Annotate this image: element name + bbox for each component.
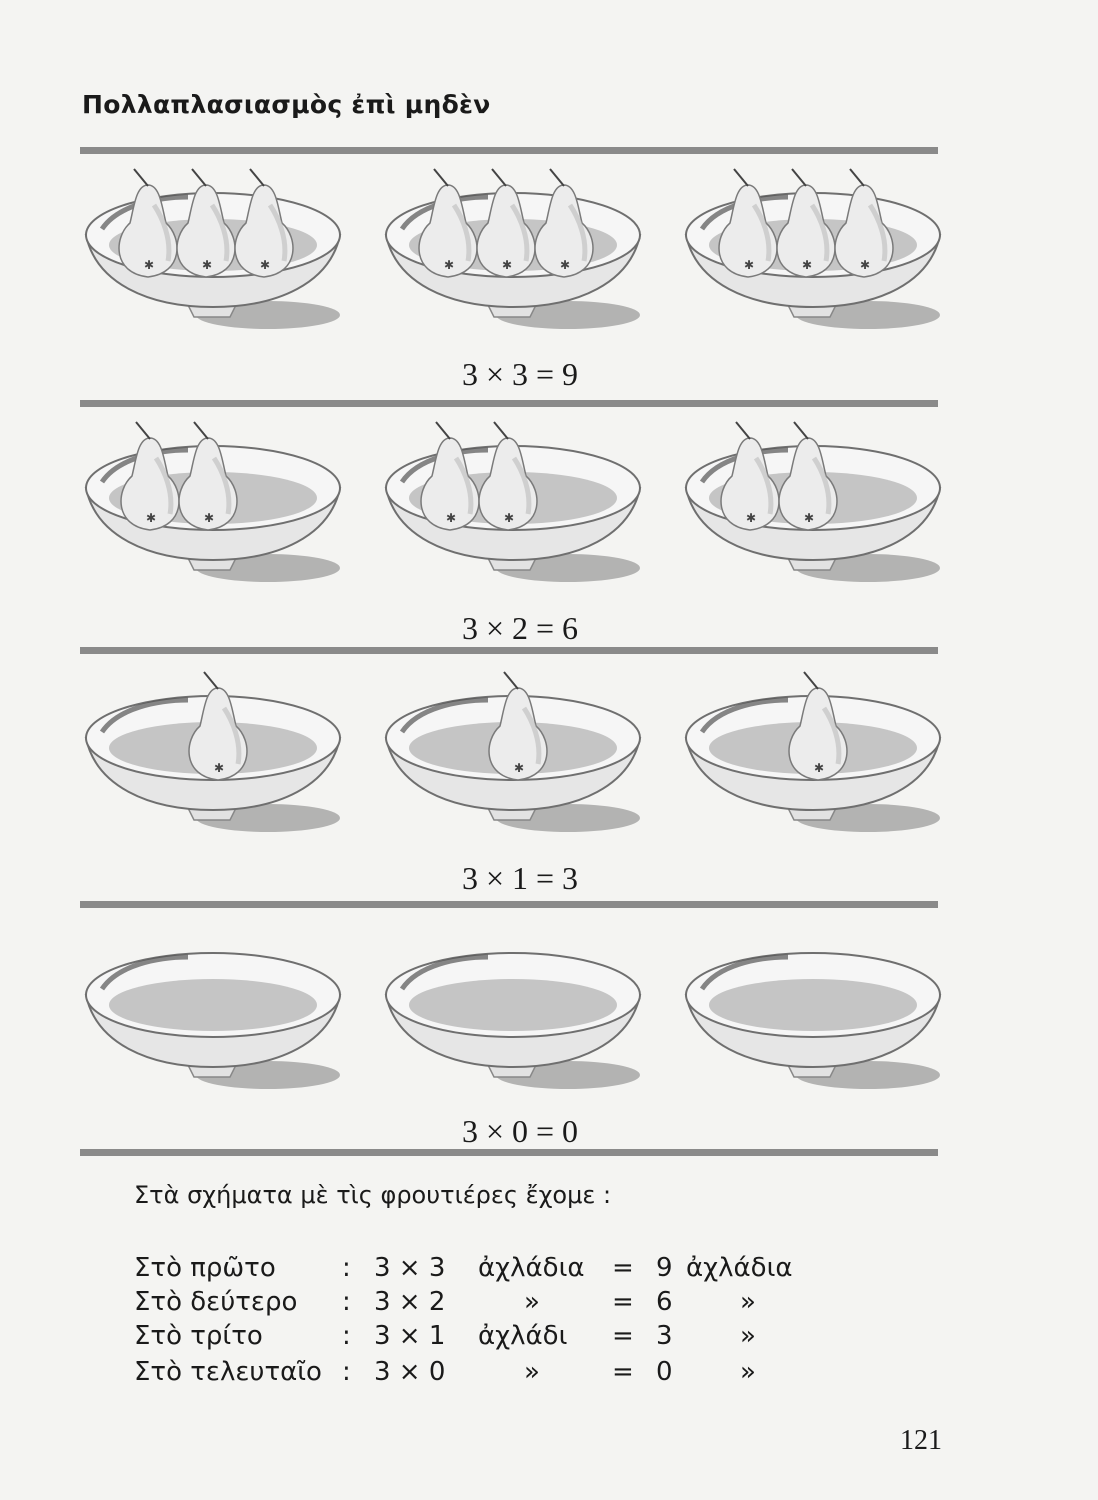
- summary-fruit: »: [524, 1357, 540, 1387]
- bowl-row: [78, 418, 948, 588]
- svg-text:✱: ✱: [804, 511, 815, 525]
- summary-result: 3: [656, 1321, 673, 1351]
- fruit-bowl-icon: [378, 165, 648, 335]
- svg-text:✱: ✱: [504, 511, 515, 525]
- svg-text:✱: ✱: [214, 761, 225, 775]
- bowl-interior: [109, 979, 317, 1031]
- svg-text:✱: ✱: [260, 258, 271, 272]
- svg-text:✱: ✱: [202, 258, 213, 272]
- summary-label: Στὸ τρίτο: [134, 1321, 263, 1351]
- pears-group: [119, 169, 293, 277]
- pears-group: [419, 169, 593, 277]
- bowl-interior: [409, 979, 617, 1031]
- svg-text:✱: ✱: [514, 761, 525, 775]
- svg-text:✱: ✱: [146, 511, 157, 525]
- fruit-bowl-icon: [78, 418, 348, 588]
- svg-text:✱: ✱: [744, 258, 755, 272]
- summary-fruit: »: [524, 1287, 540, 1317]
- section-divider: [80, 400, 938, 407]
- section-divider: [80, 647, 938, 654]
- fruit-bowl-icon: [678, 165, 948, 335]
- svg-text:✱: ✱: [746, 511, 757, 525]
- summary-colon: :: [342, 1287, 351, 1317]
- bowl-row: [78, 925, 948, 1095]
- summary-colon: :: [342, 1253, 351, 1283]
- summary-equals: =: [612, 1321, 634, 1351]
- svg-text:✱: ✱: [814, 761, 825, 775]
- fruit-bowl-icon: [78, 925, 348, 1095]
- fruit-bowl-icon: [678, 925, 948, 1095]
- fruit-bowl-icon: [78, 165, 348, 335]
- equation: 3 × 1 = 3: [461, 860, 579, 896]
- summary-result: 9: [656, 1253, 673, 1283]
- summary-equals: =: [612, 1287, 634, 1317]
- summary-colon: :: [342, 1321, 351, 1351]
- intro-text: Στὰ σχήματα μὲ τὶς φρουτιέρες ἔχομε :: [134, 1181, 612, 1209]
- fruit-bowl-icon: [378, 668, 648, 838]
- page-number: 121: [900, 1425, 942, 1456]
- summary-equals: =: [612, 1357, 634, 1387]
- fruit-bowl-icon: [78, 668, 348, 838]
- summary-expression: 3 × 0: [374, 1357, 446, 1387]
- fruit-bowl-icon: [678, 418, 948, 588]
- svg-text:✱: ✱: [860, 258, 871, 272]
- summary-result: 0: [656, 1357, 673, 1387]
- svg-text:✱: ✱: [144, 258, 155, 272]
- section-divider: [80, 147, 938, 154]
- summary-expression: 3 × 3: [374, 1253, 446, 1283]
- section-divider: [80, 901, 938, 908]
- svg-text:✱: ✱: [560, 258, 571, 272]
- bowl-row: [78, 668, 948, 838]
- svg-text:✱: ✱: [444, 258, 455, 272]
- summary-label: Στὸ πρῶτο: [134, 1253, 276, 1283]
- summary-colon: :: [342, 1357, 351, 1387]
- summary-result-fruit: ἀχλάδια: [686, 1253, 793, 1283]
- equation: 3 × 3 = 9: [461, 356, 579, 392]
- svg-text:✱: ✱: [802, 258, 813, 272]
- svg-text:✱: ✱: [204, 511, 215, 525]
- summary-expression: 3 × 2: [374, 1287, 446, 1317]
- pears-group: [719, 169, 893, 277]
- bowl-interior: [709, 979, 917, 1031]
- summary-fruit: ἀχλάδι: [478, 1321, 568, 1351]
- summary-expression: 3 × 1: [374, 1321, 446, 1351]
- fruit-bowl-icon: [678, 668, 948, 838]
- page-title: Πολλαπλασιασμὸς ἐπὶ μηδὲν: [82, 90, 491, 119]
- section-divider: [80, 1149, 938, 1156]
- summary-result-fruit: »: [740, 1321, 756, 1351]
- equation: 3 × 0 = 0: [461, 1113, 579, 1149]
- summary-fruit: ἀχλάδια: [478, 1253, 585, 1283]
- svg-text:✱: ✱: [502, 258, 513, 272]
- equation: 3 × 2 = 6: [461, 610, 579, 646]
- svg-text:✱: ✱: [446, 511, 457, 525]
- summary-equals: =: [612, 1253, 634, 1283]
- summary-result: 6: [656, 1287, 673, 1317]
- bowl-row: [78, 165, 948, 335]
- summary-label: Στὸ τελευταῖο: [134, 1357, 322, 1387]
- summary-label: Στὸ δεύτερο: [134, 1287, 298, 1317]
- fruit-bowl-icon: [378, 925, 648, 1095]
- summary-result-fruit: »: [740, 1357, 756, 1387]
- summary-result-fruit: »: [740, 1287, 756, 1317]
- fruit-bowl-icon: [378, 418, 648, 588]
